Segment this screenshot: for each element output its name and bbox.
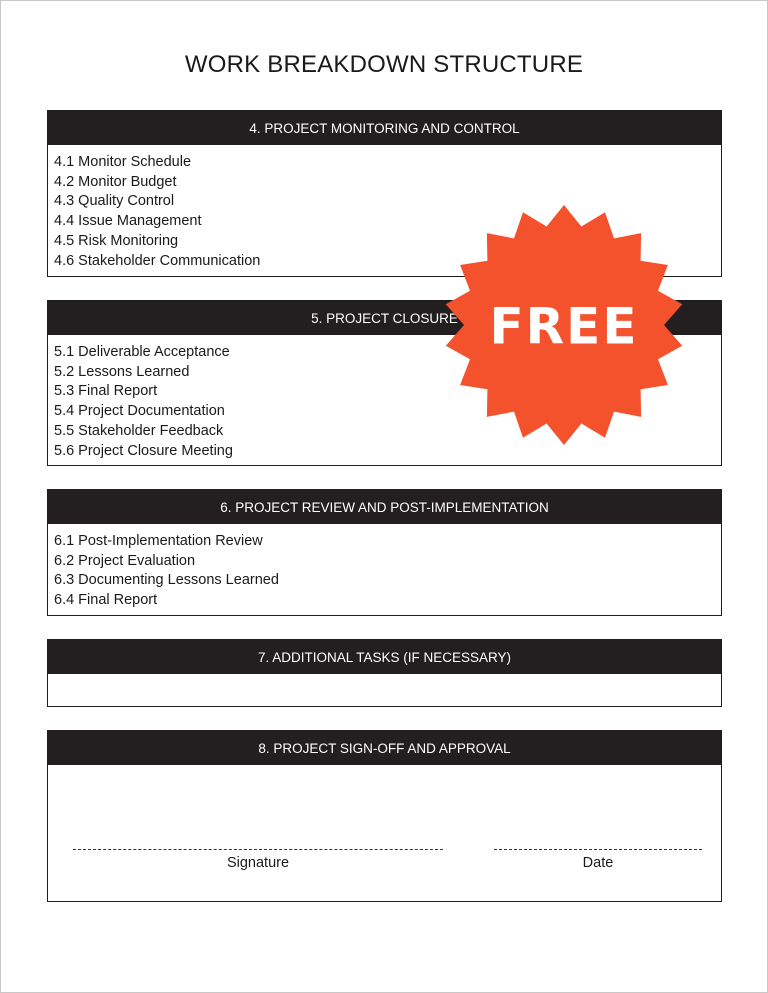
list-item: 5.6 Project Closure Meeting	[54, 442, 233, 459]
list-item: 5.4 Project Documentation	[54, 403, 225, 420]
badge-text: FREE	[489, 297, 639, 356]
section-additional-tasks	[47, 639, 722, 707]
date-label: Date	[582, 855, 614, 871]
list-item: 4.4 Issue Management	[54, 213, 202, 230]
starburst-icon	[443, 202, 685, 448]
signature-label: Signature	[226, 855, 290, 871]
list-item: 5.2 Lessons Learned	[54, 363, 190, 380]
list-item: 6.3 Documenting Lessons Learned	[54, 572, 279, 589]
list-item: 4.2 Monitor Budget	[54, 173, 177, 190]
section-review-post-implementation	[47, 489, 722, 616]
list-item: 6.2 Project Evaluation	[54, 552, 196, 569]
list-item: 5.1 Deliverable Acceptance	[54, 344, 230, 360]
list-item: 4.5 Risk Monitoring	[54, 232, 179, 249]
list-item: 6.4 Final Report	[54, 592, 158, 609]
section-header: 6. PROJECT REVIEW AND POST-IMPLEMENTATION	[48, 490, 721, 524]
section-header: 8. PROJECT SIGN-OFF AND APPROVAL	[48, 731, 721, 765]
list-item: 4.3 Quality Control	[54, 193, 175, 210]
list-item: 4.6 Stakeholder Communication	[54, 252, 261, 269]
empty-task-area[interactable]	[48, 674, 721, 682]
page-title: WORK BREAKDOWN STRUCTURE	[184, 51, 584, 78]
list-item: 5.5 Stakeholder Feedback	[54, 422, 224, 439]
list-item: 6.1 Post-Implementation Review	[54, 533, 263, 549]
signature-line[interactable]	[73, 849, 443, 850]
section-header: 4. PROJECT MONITORING AND CONTROL	[48, 111, 721, 145]
list-item: 5.3 Final Report	[54, 383, 158, 400]
section-header: 7. ADDITIONAL TASKS (IF NECESSARY)	[48, 640, 721, 674]
section-sign-off-approval	[47, 730, 722, 902]
item-list	[48, 524, 721, 611]
section-header: 5. PROJECT CLOSURE	[48, 301, 721, 335]
list-item: 4.1 Monitor Schedule	[54, 154, 192, 170]
free-badge	[443, 202, 685, 448]
date-line[interactable]	[494, 849, 702, 850]
